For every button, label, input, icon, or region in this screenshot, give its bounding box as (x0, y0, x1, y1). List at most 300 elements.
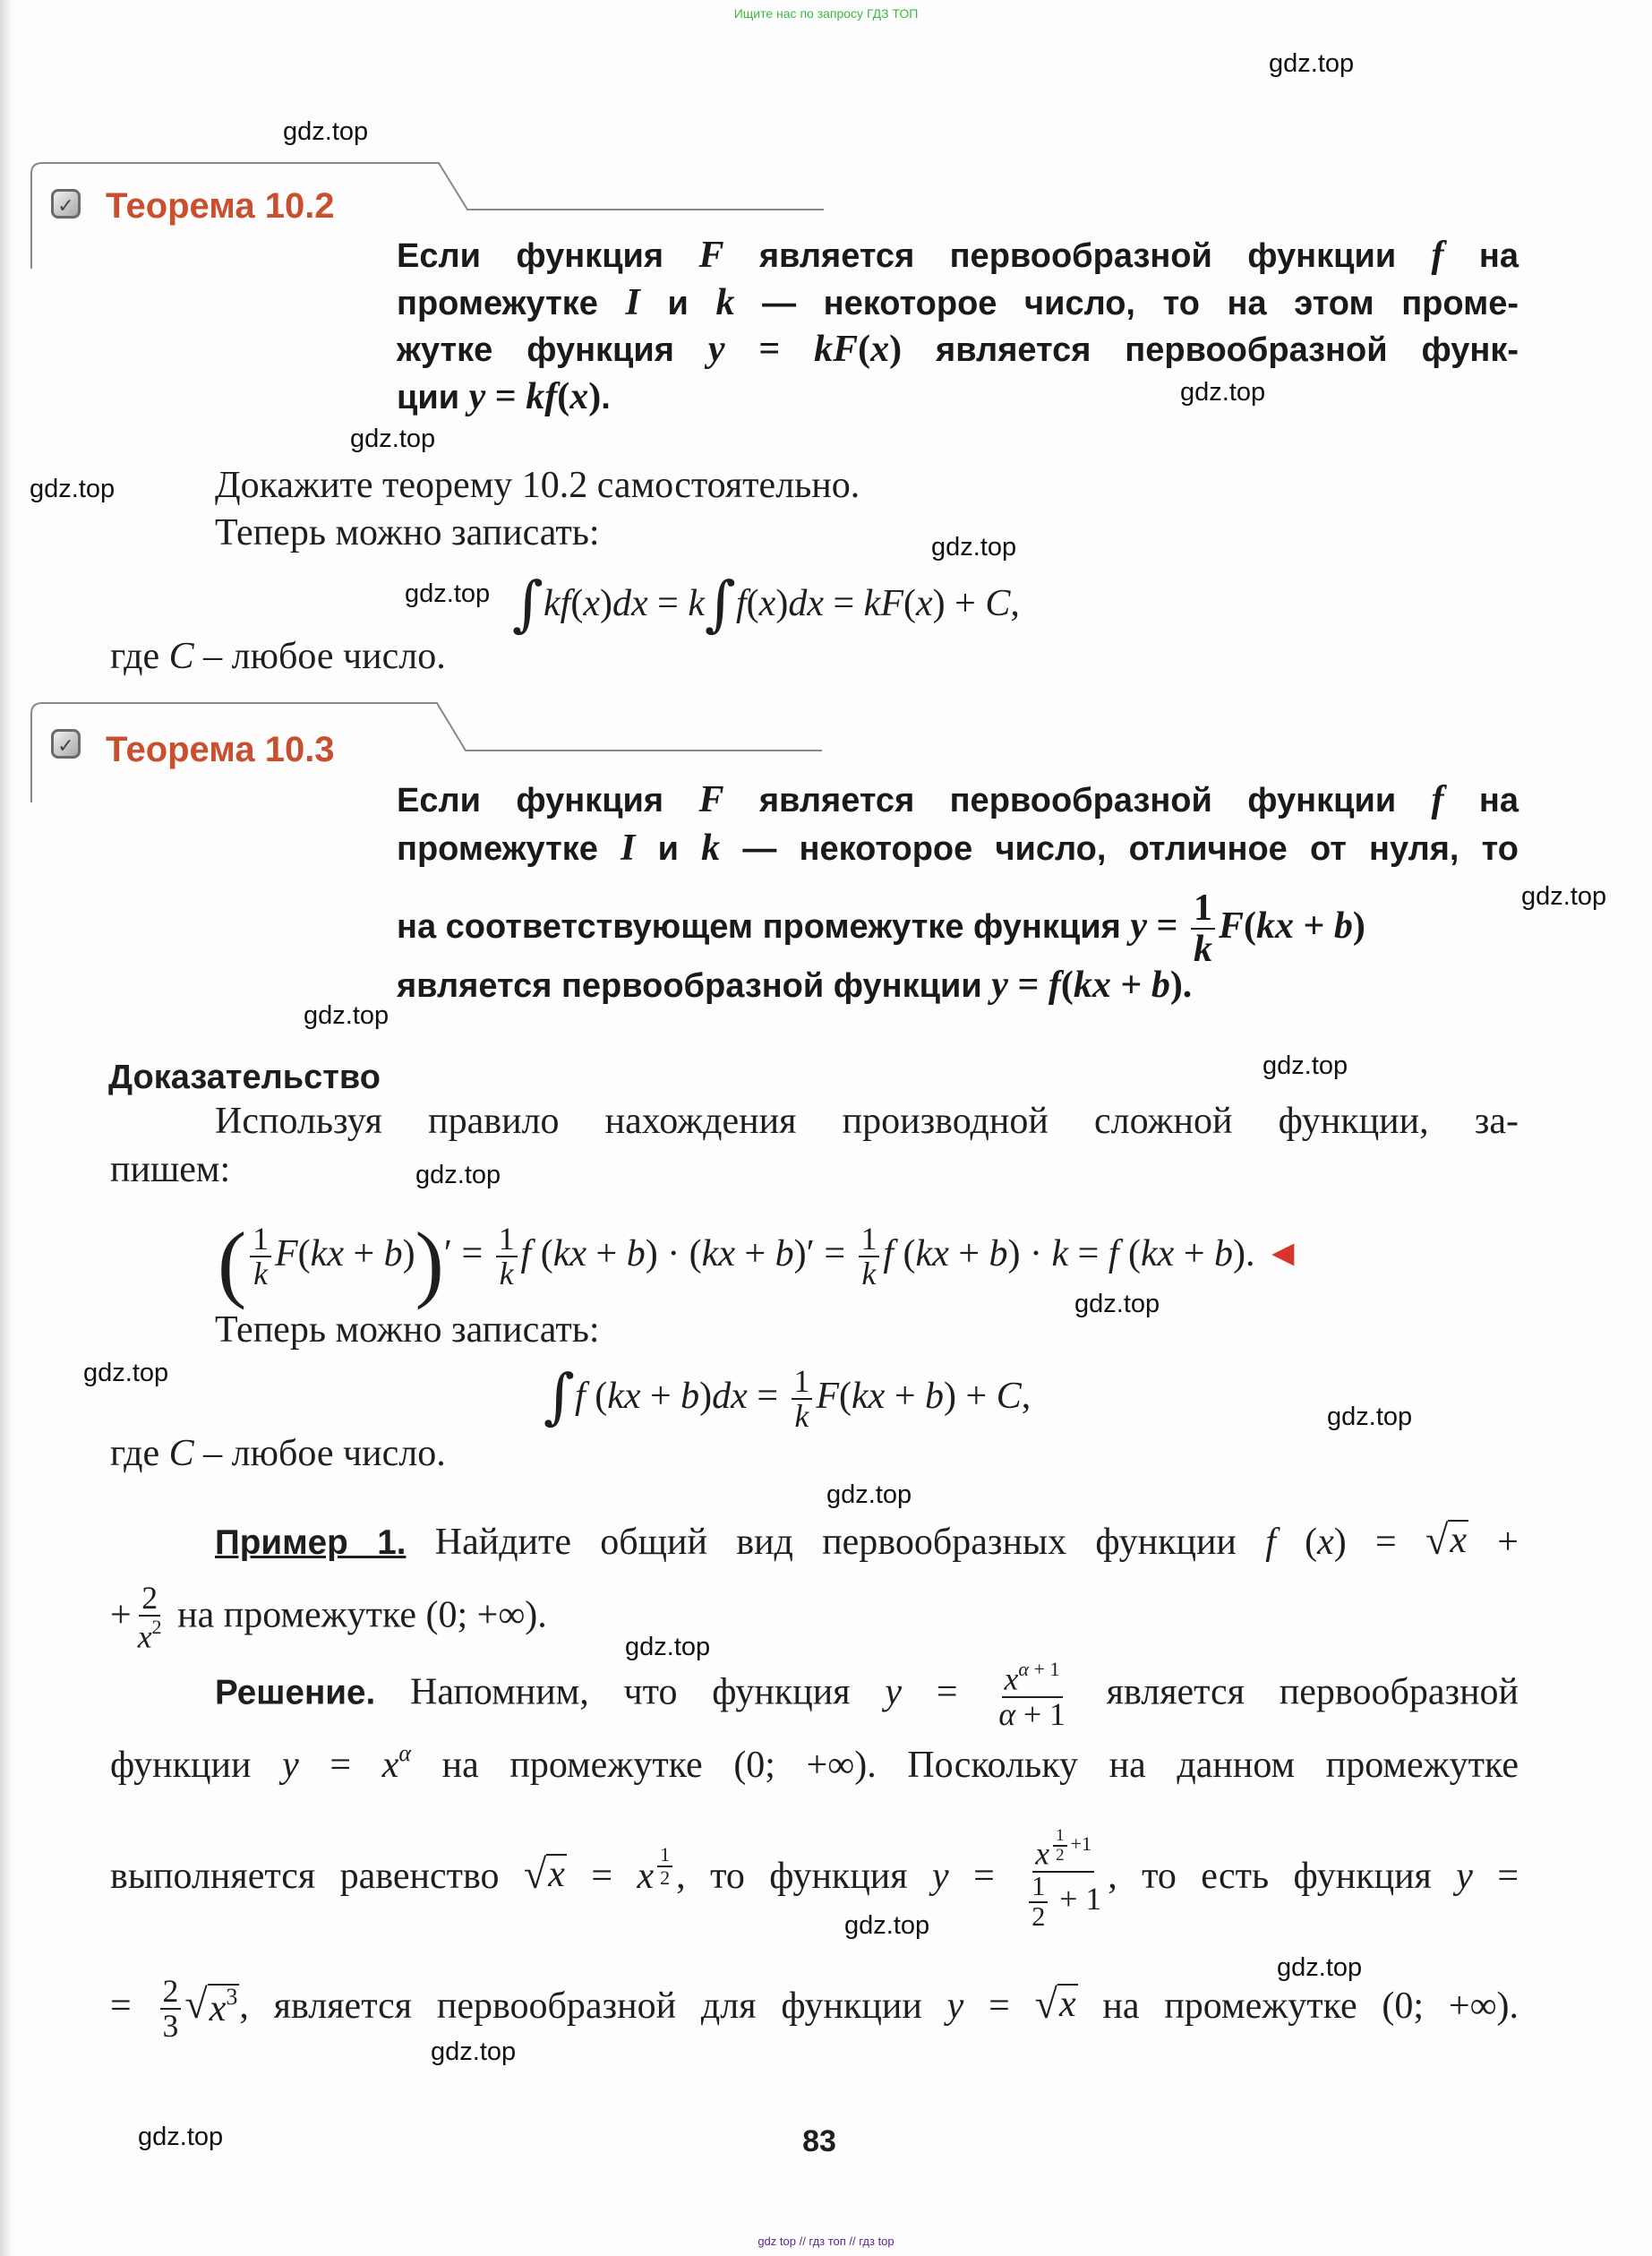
theorem-10-3-line (397, 964, 1192, 1007)
math-symbol: 2 (162, 1973, 179, 2009)
math-variable: kf (526, 376, 558, 417)
math-variable: x (209, 1988, 227, 2030)
math-symbol: = (566, 1855, 638, 1897)
text-run: на соответствующем промежутке функция (397, 908, 1131, 947)
solution-line (110, 1975, 1519, 2044)
numerator (139, 1582, 160, 1617)
formula-integral-kxb (544, 1361, 1031, 1435)
watermark: gdz.top (826, 1480, 912, 1509)
math-symbol: = (110, 1986, 157, 2028)
math-symbol: + (343, 1233, 384, 1275)
text-run: ции (397, 379, 469, 416)
math-variable: y (885, 1671, 903, 1713)
integral-sign: ∫ (544, 1361, 576, 1432)
numerator (657, 1844, 672, 1866)
math-symbol: ( (894, 1233, 916, 1275)
search-banner: Ищите нас по запросу ГДЗ ТОП (733, 6, 919, 21)
math-variable: f (1108, 1233, 1119, 1275)
text-run: функции (110, 1745, 283, 1787)
math-symbol: ( (1275, 1522, 1318, 1563)
math-variable: y (468, 376, 486, 417)
paragraph-where-c (110, 638, 446, 675)
math-variable: C (996, 1376, 1022, 1418)
square-root (1425, 1517, 1468, 1563)
text-run: . (601, 379, 611, 416)
math-variable: x (381, 1745, 399, 1787)
math-variable: C (168, 1433, 194, 1474)
math-variable: b (1333, 905, 1353, 948)
text-run: является первообразной функции (723, 237, 1432, 275)
math-symbol: 1 (253, 1220, 270, 1257)
math-variable: x (1058, 1984, 1076, 2026)
math-symbol: = (1068, 1233, 1108, 1275)
math-symbol: 3 (162, 2008, 179, 2045)
text-run: — некоторое число, то на этом проме- (734, 285, 1519, 322)
denominator (135, 1617, 165, 1654)
superscript (654, 1843, 676, 1889)
numerator (1053, 1827, 1066, 1847)
theorem-10-2-line (397, 281, 1519, 324)
denominator (1053, 1847, 1066, 1865)
paragraph-prove (215, 467, 860, 504)
text-run: – любое число. (193, 636, 446, 677)
math-variable: k (688, 582, 705, 624)
page-number: 83 (802, 2124, 836, 2158)
math-symbol: ( (570, 582, 584, 624)
superscript (1049, 1826, 1092, 1865)
theorem-10-2-title: Теорема 10.2 (106, 186, 335, 226)
math-symbol: ) (699, 1376, 713, 1418)
radicand (1448, 1520, 1468, 1561)
text-run: — некоторое число, отличное от нуля, то (720, 830, 1519, 868)
formula-integral-kf (512, 569, 1020, 639)
fraction (996, 1659, 1068, 1731)
watermark: gdz.top (1521, 882, 1607, 911)
text-run: где (110, 636, 169, 677)
text-run: выполняется равенство (110, 1855, 524, 1897)
text-run: где (110, 1433, 169, 1474)
radical-sign: √ (523, 1850, 547, 1897)
math-symbol: = (1007, 965, 1049, 1006)
math-variable: dx (612, 582, 648, 624)
proof-heading: Доказательство (108, 1059, 381, 1096)
fraction (1191, 888, 1215, 969)
math-symbol: ) (588, 376, 602, 417)
math-variable: f (575, 1376, 586, 1418)
fraction (135, 1582, 165, 1654)
watermark: gdz.top (283, 117, 369, 146)
fraction (1053, 1827, 1066, 1865)
superscript (226, 1984, 237, 2010)
text-run: на промежутке (0; +∞). (167, 1594, 547, 1636)
text-run: является первообразной функции (723, 782, 1432, 819)
radical-sign: √ (184, 1981, 208, 2028)
numerator (1029, 1870, 1048, 1903)
math-symbol: + (948, 1233, 989, 1275)
math-variable: α (1018, 1658, 1030, 1680)
radicand (546, 1854, 567, 1895)
example-label: Пример 1. (215, 1523, 407, 1562)
text-run: Напомним, что функция (375, 1671, 886, 1713)
math-symbol: 2 (1031, 1900, 1046, 1932)
math-symbol: 1 (1193, 888, 1212, 929)
math-variable: F (816, 1376, 840, 1418)
fraction (1023, 1827, 1104, 1932)
math-variable: k (701, 828, 721, 869)
solution-line (215, 1659, 1519, 1731)
math-symbol: ( (585, 1376, 608, 1418)
end-of-proof-icon: ◄ (1264, 1233, 1302, 1275)
theorem-10-3-title: Теорема 10.3 (106, 730, 335, 769)
math-variable: kx (552, 1233, 587, 1275)
math-variable: k (253, 1256, 269, 1292)
example-1-line (215, 1517, 1519, 1563)
math-symbol: 2 (151, 1616, 162, 1639)
math-variable: x (1035, 1835, 1050, 1872)
math-symbol: ) + (944, 1376, 997, 1418)
theorem-10-3-line (397, 778, 1519, 821)
math-symbol: ) (402, 1233, 415, 1275)
math-symbol: = (647, 582, 689, 624)
text-run: , то функция (676, 1855, 933, 1897)
numerator (1002, 1659, 1063, 1698)
paragraph-where-c (110, 1435, 446, 1472)
checkbox-icon: ✓ (51, 729, 81, 759)
integral-sign: ∫ (704, 569, 736, 639)
solution-line (110, 1740, 1519, 1787)
denominator (497, 1257, 517, 1291)
math-symbol: ). (1169, 965, 1193, 1006)
footer-links: gdz top // гдз топ // гдз top (758, 2235, 894, 2248)
watermark: gdz.top (431, 2037, 517, 2066)
math-symbol: ( (1118, 1233, 1142, 1275)
math-symbol: ) · ( (645, 1233, 702, 1275)
math-symbol: = (948, 1855, 1020, 1897)
math-symbol: + 1 (1051, 1880, 1102, 1917)
watermark: gdz.top (1269, 49, 1355, 78)
math-variable: b (775, 1233, 794, 1275)
math-symbol: 1 (1056, 1826, 1065, 1845)
text-run: на (1443, 237, 1519, 275)
math-symbol: 3 (226, 1984, 238, 2011)
math-variable: kx (701, 1233, 735, 1275)
math-variable: k (715, 282, 735, 323)
math-variable: x (915, 582, 933, 624)
math-symbol: ( (1060, 965, 1074, 1006)
text-run: и (639, 285, 716, 322)
math-variable: kx (852, 1376, 886, 1418)
math-symbol: + 1 (1015, 1695, 1066, 1732)
denominator (657, 1867, 672, 1888)
text-run: Используя правило нахождения производной сложной функции, за- (215, 1101, 1519, 1142)
fraction (792, 1365, 813, 1434)
math-symbol: = (963, 1986, 1035, 2028)
denominator (251, 1257, 270, 1291)
math-variable: y (946, 1986, 964, 2028)
math-variable: y (707, 329, 725, 370)
text-run: Если функция (397, 237, 699, 275)
math-variable: b (1214, 1233, 1234, 1275)
numerator (496, 1222, 518, 1257)
math-variable: y (932, 1855, 949, 1897)
math-symbol: + (110, 1594, 132, 1636)
watermark: gdz.top (415, 1161, 501, 1189)
theorem-10-2-line (397, 375, 611, 418)
superscript (1018, 1658, 1059, 1680)
checkbox-icon: ✓ (51, 189, 81, 219)
denominator (1191, 930, 1215, 969)
bold-label: Решение. (215, 1673, 376, 1712)
square-root (1034, 1981, 1078, 2028)
math-variable: kF (863, 582, 903, 624)
math-symbol: ( (903, 582, 916, 624)
math-symbol: , (1021, 1376, 1031, 1418)
paragraph-now-write (215, 514, 600, 552)
theorem-10-3-line (397, 827, 1519, 870)
watermark: gdz.top (1277, 1953, 1363, 1982)
math-variable: kx (310, 1233, 344, 1275)
superscript (398, 1740, 411, 1766)
watermark: gdz.top (844, 1911, 930, 1940)
math-symbol: ) + (932, 582, 986, 624)
math-variable: I (621, 828, 636, 869)
math-symbol: 2 (660, 1866, 671, 1889)
text-run: является первообразной функции (397, 967, 992, 1005)
math-symbol: 1 (793, 1363, 810, 1399)
math-symbol: ) = (1333, 1522, 1425, 1563)
math-symbol: + (586, 1233, 627, 1275)
fraction (1029, 1870, 1048, 1932)
math-variable: x (758, 582, 776, 624)
watermark: gdz.top (1263, 1051, 1348, 1080)
paragraph-now-write (215, 1311, 600, 1349)
math-symbol: = (1147, 905, 1187, 948)
math-symbol: + (1174, 1233, 1215, 1275)
math-variable: x (548, 1853, 565, 1895)
math-variable: y (1130, 905, 1148, 948)
math-symbol: + (734, 1233, 775, 1275)
numerator (859, 1222, 880, 1257)
watermark: gdz.top (1327, 1402, 1413, 1431)
square-root (523, 1850, 567, 1897)
math-symbol: 1 (1031, 1870, 1046, 1901)
denominator (792, 1400, 812, 1433)
math-variable: f (1265, 1522, 1276, 1563)
math-symbol: + (1293, 905, 1334, 948)
math-symbol: = (902, 1671, 993, 1713)
math-symbol: + (1468, 1522, 1519, 1563)
fraction (496, 1222, 518, 1291)
math-symbol: 1 (660, 1843, 671, 1866)
math-variable: x (137, 1618, 152, 1655)
denominator (996, 1695, 1068, 1732)
text-run: Докажите теорему 10.2 самостоятельно. (215, 465, 860, 506)
math-variable: F (698, 779, 724, 820)
math-variable: kF (814, 329, 859, 370)
text-run: пишем: (110, 1149, 231, 1190)
denominator (1029, 1900, 1048, 1932)
numerator (1191, 888, 1215, 930)
fraction (859, 1222, 880, 1291)
big-parenthesis: ( (218, 1214, 247, 1310)
text-run: промежутке (397, 285, 626, 322)
math-variable: b (383, 1233, 403, 1275)
math-variable: kx (1255, 905, 1294, 948)
math-symbol: ( (1243, 905, 1256, 948)
text-run: Найдите общий вид первообразных функции (406, 1522, 1266, 1563)
text-run: Если функция (397, 782, 699, 819)
watermark: gdz.top (1074, 1290, 1160, 1318)
math-variable: f (1048, 965, 1061, 1006)
radicand (1057, 1984, 1078, 2025)
math-symbol: + (640, 1376, 681, 1418)
math-symbol: ′ = (443, 1233, 492, 1275)
math-variable: kx (607, 1376, 641, 1418)
math-variable: f (1431, 779, 1444, 820)
numerator (250, 1222, 271, 1257)
watermark: gdz.top (30, 475, 116, 503)
math-variable: kf (544, 582, 571, 624)
math-symbol: 2 (1056, 1845, 1065, 1865)
numerator (792, 1365, 813, 1400)
math-symbol: )′ = (793, 1233, 855, 1275)
radicand (208, 1984, 240, 2028)
numerator (160, 1975, 182, 2010)
math-symbol: ( (746, 582, 759, 624)
watermark: gdz.top (625, 1633, 711, 1661)
math-variable: b (626, 1233, 646, 1275)
text-run: промежутке (397, 830, 621, 868)
theorem-10-2-line (397, 328, 1519, 371)
text-run: на промежутке (0; +∞). Поскольку на данном промежутке (411, 1745, 1519, 1787)
denominator (860, 1257, 879, 1291)
math-symbol: ). (1233, 1233, 1265, 1275)
math-variable: y (991, 965, 1008, 1006)
math-symbol: 1 (498, 1220, 515, 1257)
superscript (152, 1616, 162, 1638)
math-variable: α (998, 1695, 1016, 1732)
text-run: и (635, 830, 702, 868)
watermark: gdz.top (138, 2123, 224, 2151)
math-variable: C (985, 582, 1011, 624)
math-variable: dx (712, 1376, 748, 1418)
math-variable: k (1051, 1233, 1069, 1275)
math-variable: kx (1141, 1233, 1175, 1275)
math-symbol: , (1010, 582, 1020, 624)
math-variable: y (1456, 1855, 1473, 1897)
math-variable: b (925, 1376, 944, 1418)
watermark: gdz.top (304, 1001, 389, 1030)
math-symbol: + (885, 1376, 925, 1418)
math-variable: x (637, 1855, 655, 1897)
math-variable: b (989, 1233, 1008, 1275)
watermark: gdz.top (405, 579, 491, 608)
math-symbol: + (1110, 965, 1151, 1006)
math-symbol: 1 (860, 1220, 877, 1257)
math-variable: k (861, 1256, 877, 1292)
math-symbol: ( (839, 1376, 852, 1418)
proof-paragraph (110, 1151, 230, 1188)
radical-sign: √ (1034, 1981, 1057, 2028)
math-variable: α (398, 1740, 412, 1766)
math-variable: x (569, 376, 589, 417)
math-variable: x (1450, 1520, 1468, 1561)
math-variable: b (680, 1376, 700, 1418)
math-variable: dx (788, 582, 824, 624)
math-variable: x (583, 582, 600, 624)
theorem-10-2-line (397, 234, 1519, 277)
math-symbol: ( (531, 1233, 553, 1275)
numerator (1032, 1827, 1094, 1873)
math-symbol: = (724, 329, 815, 370)
watermark: gdz.top (931, 533, 1017, 562)
text-run: является первообразной (1071, 1671, 1519, 1713)
proof-paragraph (215, 1102, 1519, 1140)
fraction (250, 1222, 271, 1291)
solution-line (110, 1827, 1519, 1932)
text-run: – любое число. (193, 1433, 446, 1474)
text-run: на промежутке (0; +∞). (1077, 1986, 1519, 2028)
text-run: на (1443, 782, 1519, 819)
square-root (184, 1981, 239, 2030)
math-variable: kx (915, 1233, 949, 1275)
fraction (160, 1975, 182, 2044)
math-variable: f (1431, 235, 1444, 276)
math-symbol: ) (889, 329, 903, 370)
math-variable: kx (1073, 965, 1111, 1006)
integral-sign: ∫ (512, 569, 544, 639)
watermark: gdz.top (1180, 378, 1266, 407)
math-variable: x (1004, 1660, 1019, 1697)
watermark: gdz.top (83, 1359, 169, 1387)
math-symbol: = (823, 582, 864, 624)
example-1-line (110, 1582, 547, 1654)
text-run: Теперь можно записать: (215, 1309, 600, 1351)
denominator (160, 2010, 182, 2043)
math-symbol: = (1472, 1855, 1519, 1897)
big-parenthesis: ) (415, 1214, 444, 1310)
math-variable: f (520, 1233, 532, 1275)
math-variable: C (168, 636, 194, 677)
math-variable: f (883, 1233, 894, 1275)
math-symbol: = (298, 1745, 382, 1787)
math-variable: k (794, 1398, 809, 1435)
theorem-10-3-line (397, 888, 1365, 969)
math-symbol: = (747, 1376, 788, 1418)
math-variable: k (1193, 929, 1212, 971)
text-run: , является первообразной для функции (239, 1986, 947, 2028)
math-symbol: ( (297, 1233, 311, 1275)
math-variable: b (1151, 965, 1170, 1006)
math-symbol: = (485, 376, 526, 417)
math-variable: F (698, 235, 724, 276)
text-run: , то есть функция (1108, 1855, 1457, 1897)
math-symbol: ) · (1007, 1233, 1052, 1275)
text-run: Теперь можно записать: (215, 512, 600, 553)
math-variable: F (1218, 905, 1244, 948)
math-symbol: ) (1352, 905, 1365, 948)
math-symbol: 2 (141, 1580, 158, 1616)
math-variable: y (282, 1745, 299, 1787)
math-variable: x (1317, 1522, 1334, 1563)
math-symbol: + 1 (1029, 1658, 1060, 1680)
math-variable: k (499, 1256, 514, 1292)
text-run: является первообразной функ- (902, 331, 1519, 369)
math-symbol: ) (599, 582, 612, 624)
math-variable: I (625, 282, 640, 323)
watermark: gdz.top (350, 425, 436, 453)
denominator (1023, 1870, 1104, 1932)
